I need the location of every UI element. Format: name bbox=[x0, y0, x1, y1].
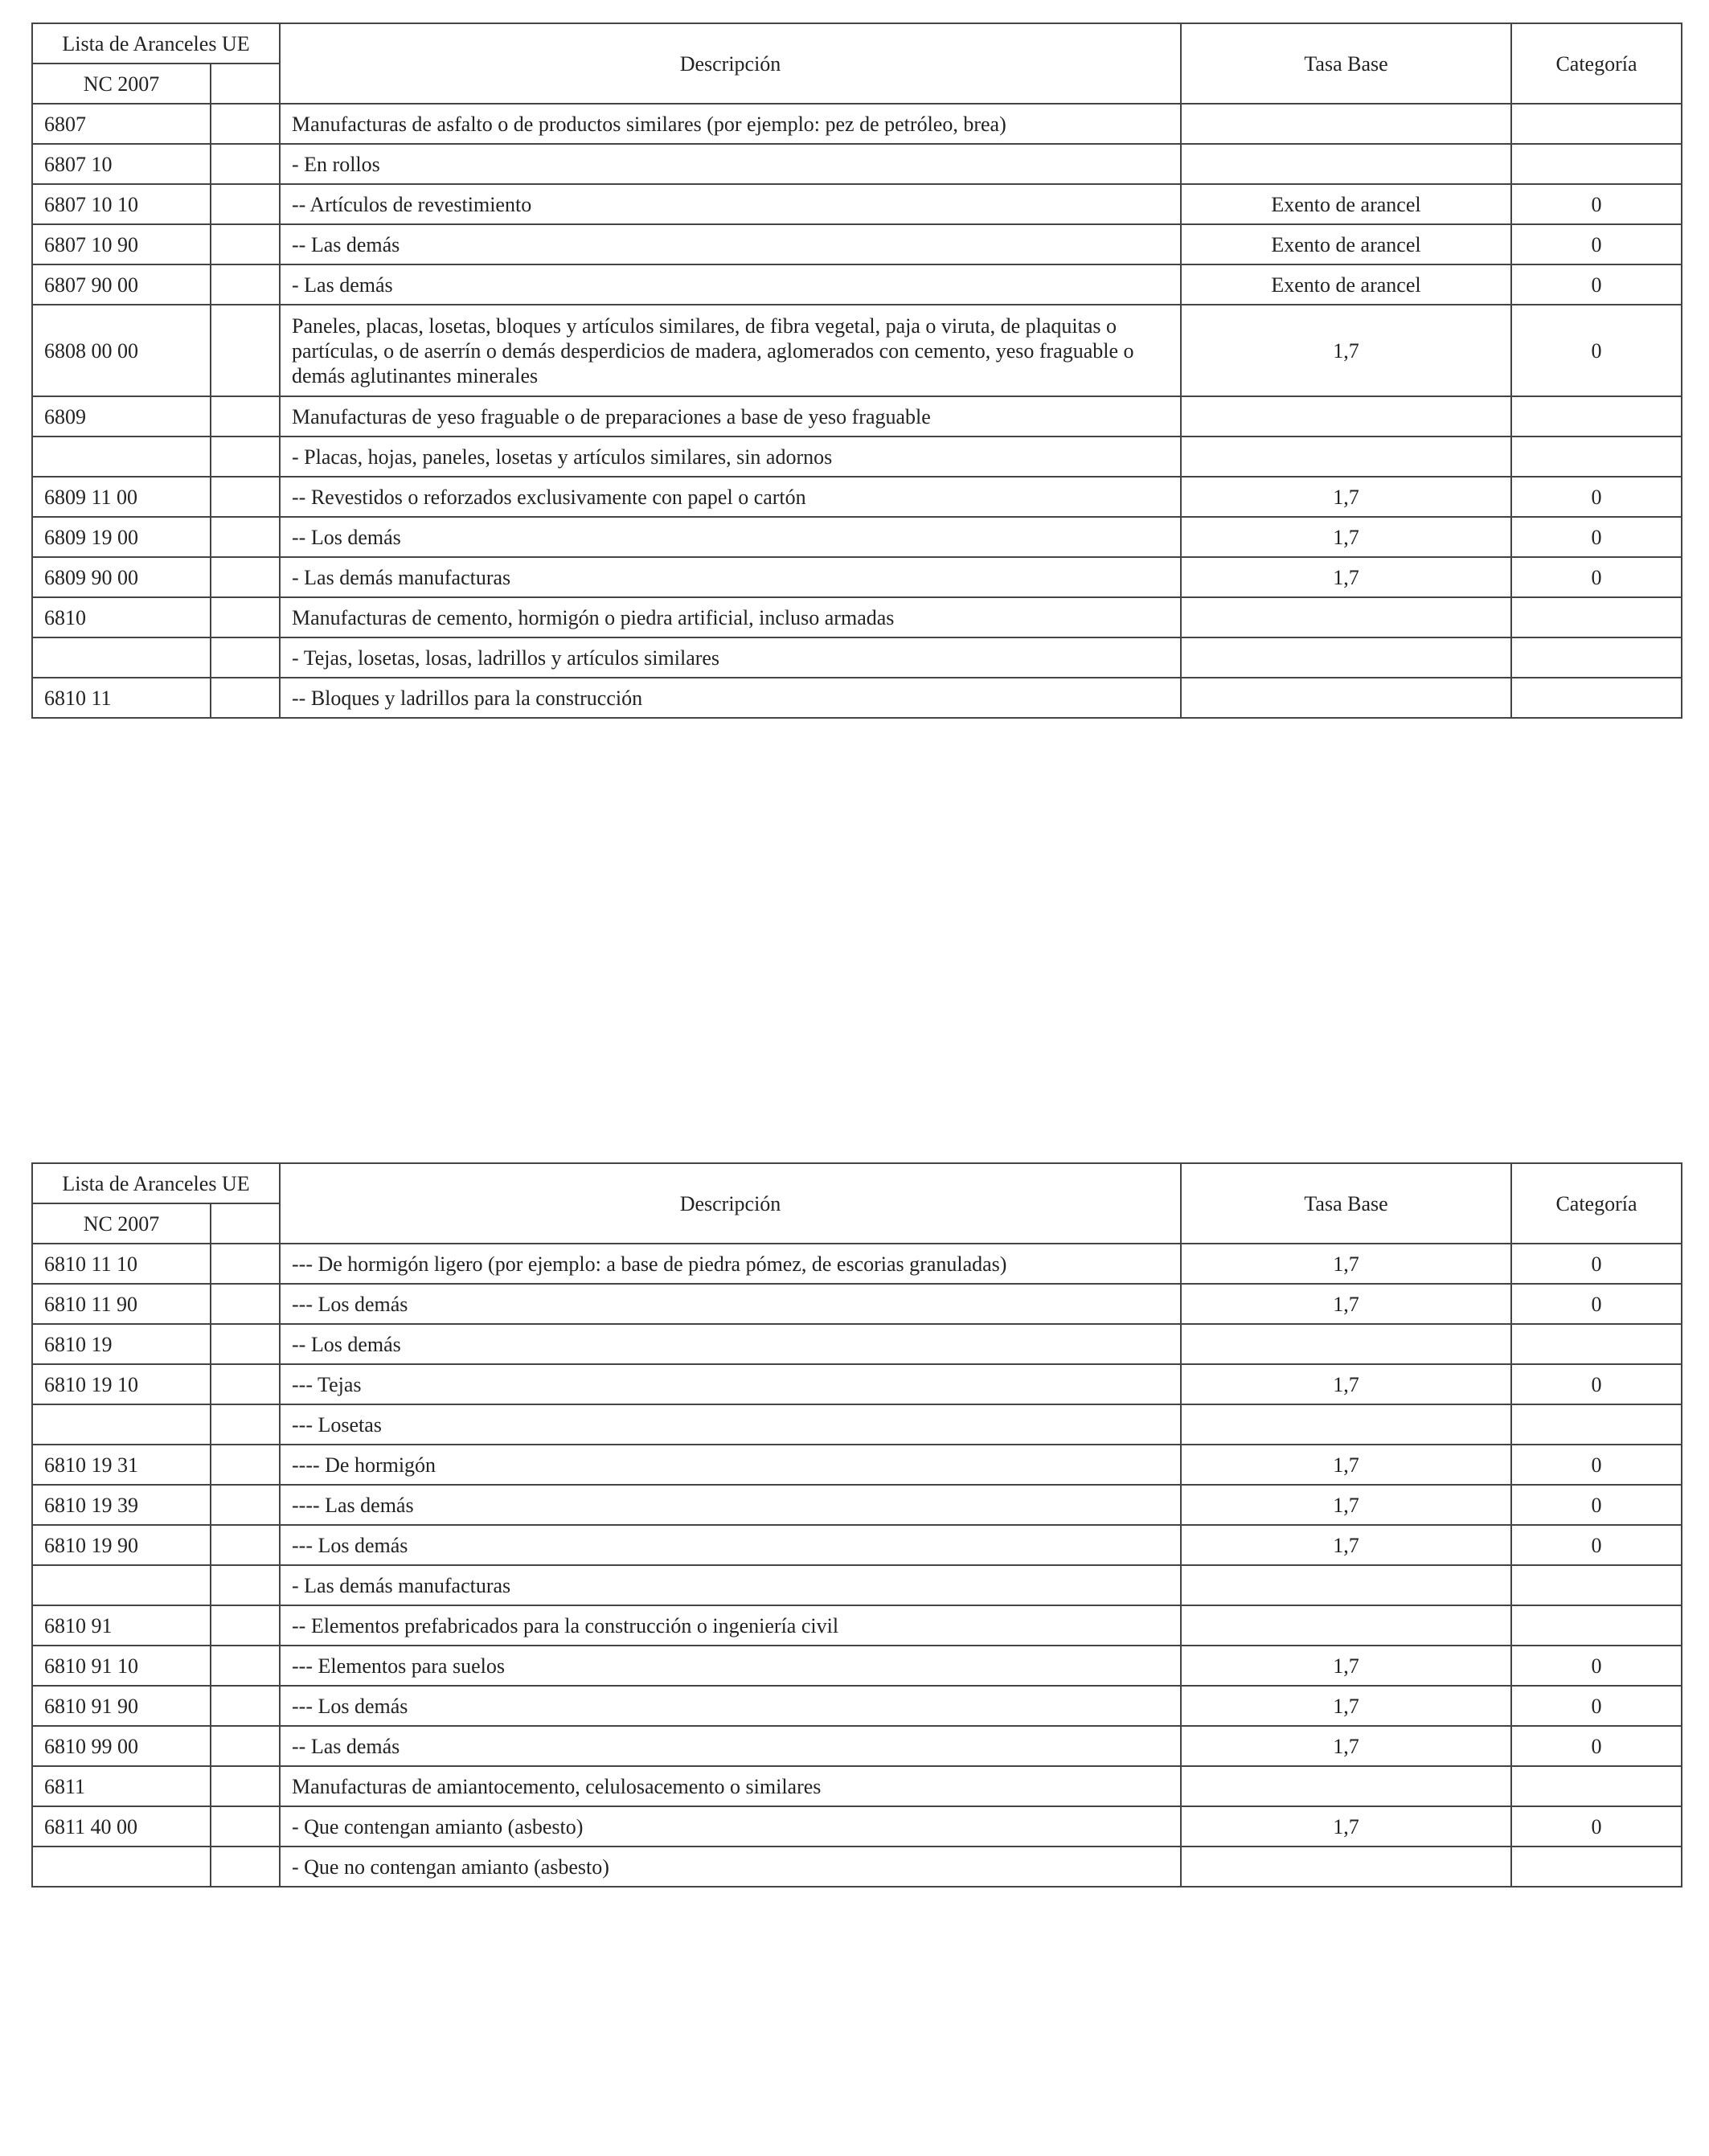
sub-code-cell bbox=[211, 1364, 280, 1404]
sub-code-cell bbox=[211, 637, 280, 678]
table-row bbox=[32, 144, 1682, 184]
base-rate-cell: Exento de arancel bbox=[1181, 264, 1511, 305]
description-cell: --- Los demás bbox=[280, 1284, 1181, 1324]
table-row bbox=[32, 1404, 1682, 1445]
description-cell: - Que no contengan amianto (asbesto) bbox=[280, 1847, 1181, 1887]
table-row bbox=[32, 437, 1682, 477]
sub-code-cell bbox=[211, 1726, 280, 1766]
table-row bbox=[32, 1324, 1682, 1364]
code-cell: 6810 19 bbox=[32, 1324, 211, 1364]
description-cell: -- Las demás bbox=[280, 1726, 1181, 1766]
table-row bbox=[32, 1445, 1682, 1485]
table-row bbox=[32, 1766, 1682, 1806]
code-cell bbox=[32, 1847, 211, 1887]
category-cell: 0 bbox=[1511, 184, 1682, 224]
base-rate-cell: Exento de arancel bbox=[1181, 224, 1511, 264]
base-rate-cell: 1,7 bbox=[1181, 1364, 1511, 1404]
base-rate-cell bbox=[1181, 1766, 1511, 1806]
description-cell: --- Los demás bbox=[280, 1525, 1181, 1565]
category-cell bbox=[1511, 1766, 1682, 1806]
base-rate-cell: 1,7 bbox=[1181, 477, 1511, 517]
code-cell: 6810 19 31 bbox=[32, 1445, 211, 1485]
description-cell: --- De hormigón ligero (por ejemplo: a base de piedra pómez, de escorias granuladas) bbox=[280, 1244, 1181, 1284]
sub-code-cell bbox=[211, 1565, 280, 1605]
code-cell: 6807 90 00 bbox=[32, 264, 211, 305]
header-lista: Lista de Aranceles UE bbox=[32, 23, 280, 64]
table-row bbox=[32, 517, 1682, 557]
base-rate-cell: 1,7 bbox=[1181, 1686, 1511, 1726]
code-cell bbox=[32, 1404, 211, 1445]
code-cell: 6811 40 00 bbox=[32, 1806, 211, 1847]
code-cell: 6810 11 10 bbox=[32, 1244, 211, 1284]
header-categoria: Categoría bbox=[1511, 1163, 1682, 1244]
category-cell: 0 bbox=[1511, 1686, 1682, 1726]
code-cell: 6810 19 39 bbox=[32, 1485, 211, 1525]
base-rate-cell: 1,7 bbox=[1181, 1726, 1511, 1766]
sub-code-cell bbox=[211, 678, 280, 718]
table-row bbox=[32, 1806, 1682, 1847]
base-rate-cell: 1,7 bbox=[1181, 1806, 1511, 1847]
base-rate-cell bbox=[1181, 637, 1511, 678]
base-rate-cell: 1,7 bbox=[1181, 1646, 1511, 1686]
base-rate-cell bbox=[1181, 1605, 1511, 1646]
code-cell: 6807 10 90 bbox=[32, 224, 211, 264]
category-cell bbox=[1511, 678, 1682, 718]
sub-code-cell bbox=[211, 1284, 280, 1324]
category-cell: 0 bbox=[1511, 1364, 1682, 1404]
table-row bbox=[32, 1364, 1682, 1404]
table-row bbox=[32, 557, 1682, 597]
category-cell: 0 bbox=[1511, 305, 1682, 396]
table-row bbox=[32, 1726, 1682, 1766]
table-row bbox=[32, 1565, 1682, 1605]
header-tasa-base: Tasa Base bbox=[1181, 1163, 1511, 1244]
base-rate-cell: 1,7 bbox=[1181, 1284, 1511, 1324]
description-cell: -- Artículos de revestimiento bbox=[280, 184, 1181, 224]
category-cell: 0 bbox=[1511, 1485, 1682, 1525]
base-rate-cell bbox=[1181, 144, 1511, 184]
header-empty-cell bbox=[211, 64, 280, 104]
base-rate-cell bbox=[1181, 1847, 1511, 1887]
code-cell: 6807 10 10 bbox=[32, 184, 211, 224]
description-cell: Paneles, placas, losetas, bloques y artículos similares, de fibra vegetal, paja o viruta, de plaquitas o partículas, o de aserrín o demás desperdicios de madera, aglomerados con cemento, yeso fraguable o demás aglutinantes minerales bbox=[280, 305, 1181, 396]
description-cell: -- Los demás bbox=[280, 517, 1181, 557]
category-cell: 0 bbox=[1511, 557, 1682, 597]
description-cell: -- Elementos prefabricados para la construcción o ingeniería civil bbox=[280, 1605, 1181, 1646]
category-cell: 0 bbox=[1511, 1726, 1682, 1766]
description-cell: -- Las demás bbox=[280, 224, 1181, 264]
base-rate-cell: 1,7 bbox=[1181, 1485, 1511, 1525]
table-row bbox=[32, 1244, 1682, 1284]
table-row bbox=[32, 1485, 1682, 1525]
table-1-body bbox=[32, 104, 1682, 718]
code-cell: 6808 00 00 bbox=[32, 305, 211, 396]
table-row bbox=[32, 1646, 1682, 1686]
code-cell: 6810 99 00 bbox=[32, 1726, 211, 1766]
sub-code-cell bbox=[211, 184, 280, 224]
code-cell: 6810 11 90 bbox=[32, 1284, 211, 1324]
category-cell bbox=[1511, 1324, 1682, 1364]
tariff-table-2 bbox=[31, 1162, 1682, 1888]
description-cell: --- Losetas bbox=[280, 1404, 1181, 1445]
sub-code-cell bbox=[211, 1646, 280, 1686]
description-cell: -- Los demás bbox=[280, 1324, 1181, 1364]
code-cell: 6810 bbox=[32, 597, 211, 637]
header-descripcion: Descripción bbox=[280, 23, 1181, 104]
code-cell: 6809 90 00 bbox=[32, 557, 211, 597]
base-rate-cell: Exento de arancel bbox=[1181, 184, 1511, 224]
code-cell bbox=[32, 1565, 211, 1605]
description-cell: - Placas, hojas, paneles, losetas y artículos similares, sin adornos bbox=[280, 437, 1181, 477]
header-tasa-base: Tasa Base bbox=[1181, 23, 1511, 104]
table-row bbox=[32, 1284, 1682, 1324]
header-lista: Lista de Aranceles UE bbox=[32, 1163, 280, 1203]
table-row bbox=[32, 1686, 1682, 1726]
table-row bbox=[32, 637, 1682, 678]
description-cell: -- Revestidos o reforzados exclusivamente con papel o cartón bbox=[280, 477, 1181, 517]
sub-code-cell bbox=[211, 1485, 280, 1525]
sub-code-cell bbox=[211, 1525, 280, 1565]
base-rate-cell: 1,7 bbox=[1181, 1244, 1511, 1284]
description-cell: - Las demás manufacturas bbox=[280, 557, 1181, 597]
sub-code-cell bbox=[211, 264, 280, 305]
sub-code-cell bbox=[211, 1324, 280, 1364]
sub-code-cell bbox=[211, 1847, 280, 1887]
code-cell bbox=[32, 437, 211, 477]
table-row bbox=[32, 678, 1682, 718]
table-row bbox=[32, 396, 1682, 437]
category-cell bbox=[1511, 1565, 1682, 1605]
sub-code-cell bbox=[211, 104, 280, 144]
base-rate-cell bbox=[1181, 1404, 1511, 1445]
code-cell: 6810 11 bbox=[32, 678, 211, 718]
description-cell: ---- Las demás bbox=[280, 1485, 1181, 1525]
base-rate-cell bbox=[1181, 597, 1511, 637]
description-cell: Manufacturas de cemento, hormigón o piedra artificial, incluso armadas bbox=[280, 597, 1181, 637]
code-cell: 6810 19 90 bbox=[32, 1525, 211, 1565]
description-cell: Manufacturas de yeso fraguable o de preparaciones a base de yeso fraguable bbox=[280, 396, 1181, 437]
code-cell: 6811 bbox=[32, 1766, 211, 1806]
table-row bbox=[32, 184, 1682, 224]
table-row bbox=[32, 1847, 1682, 1887]
category-cell: 0 bbox=[1511, 1284, 1682, 1324]
category-cell bbox=[1511, 144, 1682, 184]
base-rate-cell bbox=[1181, 678, 1511, 718]
sub-code-cell bbox=[211, 1686, 280, 1726]
category-cell: 0 bbox=[1511, 517, 1682, 557]
category-cell bbox=[1511, 1847, 1682, 1887]
header-row bbox=[32, 23, 1682, 64]
sub-code-cell bbox=[211, 597, 280, 637]
description-cell: --- Los demás bbox=[280, 1686, 1181, 1726]
table-row bbox=[32, 264, 1682, 305]
header-row bbox=[32, 1163, 1682, 1203]
code-cell: 6807 10 bbox=[32, 144, 211, 184]
sub-code-cell bbox=[211, 144, 280, 184]
sub-code-cell bbox=[211, 1445, 280, 1485]
description-cell: --- Elementos para suelos bbox=[280, 1646, 1181, 1686]
category-cell: 0 bbox=[1511, 1244, 1682, 1284]
description-cell: -- Bloques y ladrillos para la construcción bbox=[280, 678, 1181, 718]
code-cell: 6809 11 00 bbox=[32, 477, 211, 517]
code-cell: 6809 19 00 bbox=[32, 517, 211, 557]
description-cell: --- Tejas bbox=[280, 1364, 1181, 1404]
sub-code-cell bbox=[211, 1404, 280, 1445]
sub-code-cell bbox=[211, 557, 280, 597]
category-cell bbox=[1511, 1605, 1682, 1646]
header-empty-cell bbox=[211, 1203, 280, 1244]
category-cell bbox=[1511, 637, 1682, 678]
base-rate-cell: 1,7 bbox=[1181, 1445, 1511, 1485]
tariff-table-1 bbox=[31, 23, 1682, 719]
table-2-body bbox=[32, 1244, 1682, 1887]
category-cell bbox=[1511, 597, 1682, 637]
base-rate-cell: 1,7 bbox=[1181, 1525, 1511, 1565]
code-cell: 6807 bbox=[32, 104, 211, 144]
sub-code-cell bbox=[211, 224, 280, 264]
sub-code-cell bbox=[211, 305, 280, 396]
table-row bbox=[32, 597, 1682, 637]
base-rate-cell bbox=[1181, 104, 1511, 144]
base-rate-cell: 1,7 bbox=[1181, 557, 1511, 597]
code-cell: 6810 19 10 bbox=[32, 1364, 211, 1404]
description-cell: Manufacturas de asfalto o de productos similares (por ejemplo: pez de petróleo, brea) bbox=[280, 104, 1181, 144]
category-cell: 0 bbox=[1511, 1646, 1682, 1686]
description-cell: - Las demás manufacturas bbox=[280, 1565, 1181, 1605]
category-cell bbox=[1511, 104, 1682, 144]
sub-code-cell bbox=[211, 1605, 280, 1646]
category-cell: 0 bbox=[1511, 1525, 1682, 1565]
code-cell: 6809 bbox=[32, 396, 211, 437]
code-cell: 6810 91 bbox=[32, 1605, 211, 1646]
description-cell: - Tejas, losetas, losas, ladrillos y artículos similares bbox=[280, 637, 1181, 678]
base-rate-cell: 1,7 bbox=[1181, 305, 1511, 396]
category-cell: 0 bbox=[1511, 224, 1682, 264]
category-cell: 0 bbox=[1511, 1806, 1682, 1847]
code-cell: 6810 91 10 bbox=[32, 1646, 211, 1686]
category-cell bbox=[1511, 396, 1682, 437]
base-rate-cell bbox=[1181, 437, 1511, 477]
header-nc: NC 2007 bbox=[32, 1203, 211, 1244]
sub-code-cell bbox=[211, 437, 280, 477]
code-cell: 6810 91 90 bbox=[32, 1686, 211, 1726]
table-row bbox=[32, 224, 1682, 264]
sub-code-cell bbox=[211, 396, 280, 437]
category-cell: 0 bbox=[1511, 1445, 1682, 1485]
category-cell bbox=[1511, 1404, 1682, 1445]
sub-code-cell bbox=[211, 1244, 280, 1284]
base-rate-cell bbox=[1181, 1324, 1511, 1364]
description-cell: - En rollos bbox=[280, 144, 1181, 184]
header-nc: NC 2007 bbox=[32, 64, 211, 104]
description-cell: - Que contengan amianto (asbesto) bbox=[280, 1806, 1181, 1847]
base-rate-cell bbox=[1181, 1565, 1511, 1605]
base-rate-cell bbox=[1181, 396, 1511, 437]
table-row bbox=[32, 477, 1682, 517]
category-cell bbox=[1511, 437, 1682, 477]
sub-code-cell bbox=[211, 1766, 280, 1806]
sub-code-cell bbox=[211, 1806, 280, 1847]
sub-code-cell bbox=[211, 517, 280, 557]
table-row bbox=[32, 104, 1682, 144]
table-row bbox=[32, 1605, 1682, 1646]
header-descripcion: Descripción bbox=[280, 1163, 1181, 1244]
header-categoria: Categoría bbox=[1511, 23, 1682, 104]
description-cell: - Las demás bbox=[280, 264, 1181, 305]
category-cell: 0 bbox=[1511, 477, 1682, 517]
description-cell: Manufacturas de amiantocemento, celulosacemento o similares bbox=[280, 1766, 1181, 1806]
table-row bbox=[32, 305, 1682, 396]
category-cell: 0 bbox=[1511, 264, 1682, 305]
sub-code-cell bbox=[211, 477, 280, 517]
description-cell: ---- De hormigón bbox=[280, 1445, 1181, 1485]
base-rate-cell: 1,7 bbox=[1181, 517, 1511, 557]
table-row bbox=[32, 1525, 1682, 1565]
code-cell bbox=[32, 637, 211, 678]
